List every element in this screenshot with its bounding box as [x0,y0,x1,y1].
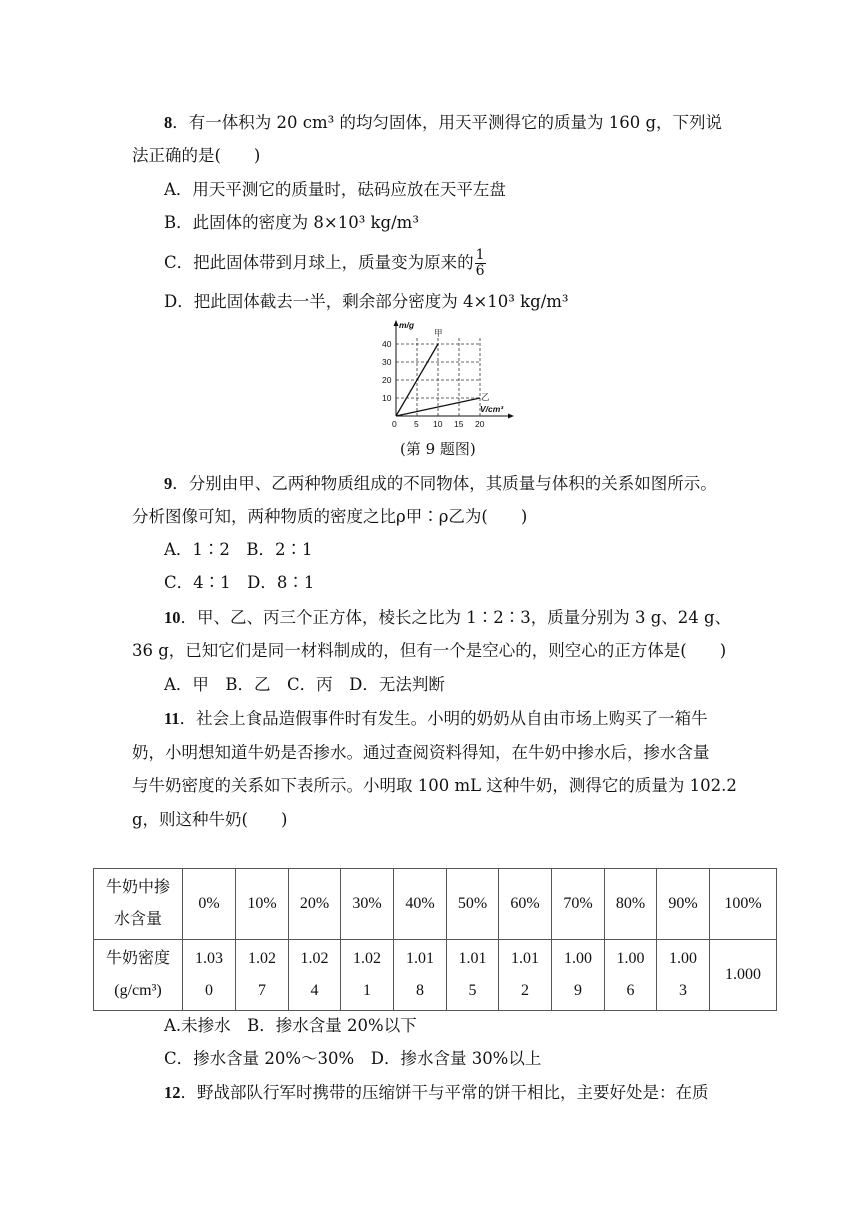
table-cell: 1.00 6 [605,940,657,1011]
x-tick-20: 20 [475,419,485,429]
x-tick-0: 0 [392,419,397,429]
table-cell: 30% [341,869,394,940]
q10-line2: 36 g，已知它们是同一材料制成的，但有一个是空心的，则空心的正方体是( ) [132,641,727,660]
x-tick-5: 5 [414,419,419,429]
table-cell: 1.02 1 [341,940,394,1011]
table-row-water-content [94,869,777,940]
table-cell: 60% [499,869,552,940]
q10-number: 10 [164,608,181,627]
x-axis-arrow [508,414,514,419]
table-cell: 1.000 [710,940,777,1011]
table-cell: 1.01 8 [394,940,447,1011]
q11-line3: 与牛奶密度的关系如下表所示。小明取 100 mL 这种牛奶，测得它的质量为 102.2 [132,776,737,795]
mass-volume-graph [382,318,522,436]
table-cell: 1.03 0 [183,940,236,1011]
table-cell: 1.01 2 [499,940,552,1011]
q11-line2: 奶，小明想知道牛奶是否掺水。通过查阅资料得知，在牛奶中掺水后，掺水含量 [132,743,710,762]
q11-line4: g，则这种牛奶( ) [132,810,288,829]
q10-line1: 10．甲、乙、丙三个正方体，棱长之比为 1∶2∶3，质量分别为 3 g、24 g、 [164,608,732,627]
q10-options: A．甲 B．乙 C．丙 D．无法判断 [164,675,445,694]
q12-number: 12 [164,1083,181,1102]
figure-caption: (第 9 题图) [400,440,476,458]
q9-number: 9 [164,474,173,493]
table-cell: 80% [605,869,657,940]
q9-line2: 分析图像可知，两种物质的密度之比ρ甲∶ρ乙为( ) [132,507,528,526]
table-cell: 100% [710,869,777,940]
q11-options-ab: A.未掺水 B．掺水含量 20%以下 [164,1016,417,1035]
q8-option-b: B．此固体的密度为 8×10³ kg/m³ [164,213,419,232]
q8-option-d: D．把此固体截去一半，剩余部分密度为 4×10³ kg/m³ [164,292,569,311]
table-header-water-content: 牛奶中掺 水含量 [94,869,183,940]
y-axis-arrow [394,320,399,326]
q8-option-a: A．用天平测它的质量时，砝码应放在天平左盘 [164,180,506,199]
q8-line1: 8．有一体积为 20 cm³ 的均匀固体，用天平测得它的质量为 160 g，下列说 [164,113,723,132]
table-cell: 1.00 9 [552,940,605,1011]
table-cell: 90% [657,869,710,940]
y-tick-30: 30 [382,357,392,367]
q9-options-ab: A．1∶2 B．2∶1 [164,540,313,559]
q11-number: 11 [164,709,180,728]
x-tick-15: 15 [454,419,464,429]
table-cell: 40% [394,869,447,940]
series-yi-label: 乙 [481,392,490,402]
y-axis-label: m/g [399,320,415,330]
y-tick-40: 40 [382,339,392,349]
water-content-density-table [93,868,777,1011]
q9-options-cd: C．4∶1 D．8∶1 [164,573,315,592]
table-cell: 1.02 4 [289,940,341,1011]
y-tick-20: 20 [382,375,392,385]
q8-option-c: C．把此固体带到月球上，质量变为原来的 $\frac{1}{6}$ [164,247,485,279]
q12-line1: 12．野战部队行军时携带的压缩饼干与平常的饼干相比，主要好处是：在质 [164,1083,709,1102]
series-jia-label: 甲 [434,328,443,338]
fraction-one-sixth: $\frac{1}{6}$ [475,247,485,279]
q11-options-cd: C．掺水含量 20%～30% D．掺水含量 30%以上 [164,1049,542,1068]
q8-line2: 法正确的是( ) [132,146,261,165]
grid-lines [396,338,480,416]
q8-number: 8 [164,113,173,132]
x-axis-label: V/cm³ [480,404,504,414]
x-tick-10: 10 [433,419,443,429]
q9-line1: 9．分别由甲、乙两种物质组成的不同物体，其质量与体积的关系如图所示。 [164,474,717,493]
table-cell: 10% [236,869,289,940]
table-cell: 1.00 3 [657,940,710,1011]
table-cell: 50% [447,869,499,940]
table-cell: 1.02 7 [236,940,289,1011]
table-cell: 70% [552,869,605,940]
table-cell: 1.01 5 [447,940,499,1011]
q11-line1: 11．社会上食品造假事件时有发生。小明的奶奶从自由市场上购买了一箱牛 [164,709,708,728]
table-cell: 20% [289,869,341,940]
table-row-density [94,940,777,1011]
table-cell: 0% [183,869,236,940]
y-tick-10: 10 [382,393,392,403]
table-header-density: 牛奶密度 (g/cm³) [94,940,183,1011]
